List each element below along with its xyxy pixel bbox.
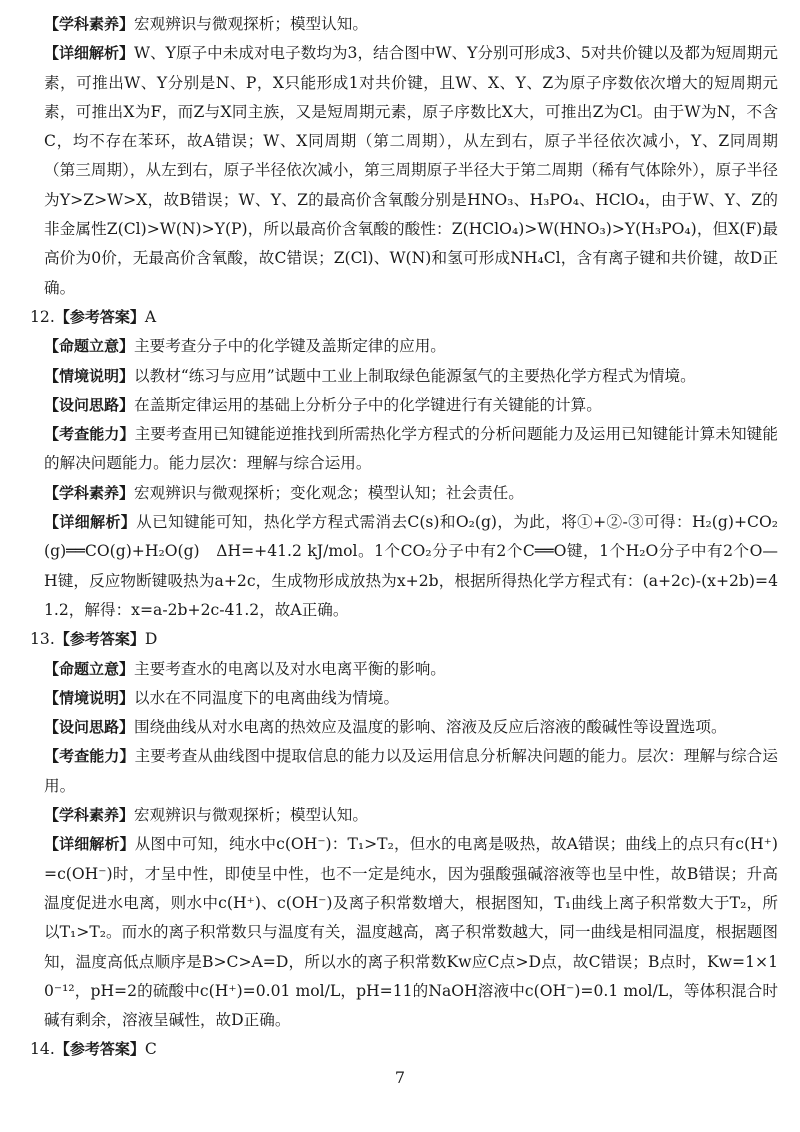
q12-intent xyxy=(30,332,778,361)
section-text: 主要考查水的电离以及对水电离平衡的影响。 xyxy=(134,659,446,678)
q13-context xyxy=(30,684,778,713)
section-text: 宏观辨识与微观探析；模型认知。 xyxy=(134,15,368,33)
q13-analysis xyxy=(30,830,778,1035)
q13-intent xyxy=(30,655,778,684)
q12-approach xyxy=(30,391,778,420)
answer-page xyxy=(30,10,778,1065)
section-label: 【详细解析】 xyxy=(44,44,135,63)
section-text: 在盖斯定律运用的基础上分析分子中的化学键进行有关键能的计算。 xyxy=(134,395,602,414)
q11-analysis xyxy=(30,39,778,303)
question-number: 12. xyxy=(30,307,55,326)
section-label: 【考查能力】 xyxy=(44,425,135,444)
page-number: 7 xyxy=(394,1068,406,1087)
section-text: 主要考查分子中的化学键及盖斯定律的应用。 xyxy=(134,337,446,356)
answer-value: A xyxy=(144,307,157,326)
q12-literacy xyxy=(30,479,778,508)
answer-value: D xyxy=(144,630,158,649)
q13-answer xyxy=(30,625,778,654)
section-label: 【详细解析】 xyxy=(44,513,137,532)
section-text: 宏观辨识与微观探析；变化观念；模型认知；社会责任。 xyxy=(134,483,524,502)
answer-value: C xyxy=(144,1040,157,1059)
answer-label: 【参考答案】 xyxy=(54,630,145,649)
q13-ability xyxy=(30,742,778,801)
section-label: 【详细解析】 xyxy=(44,835,135,854)
q13-literacy xyxy=(30,801,778,830)
section-label: 【情境说明】 xyxy=(44,688,135,707)
section-text: W、Y原子中未成对电子数均为3，结合图中W、Y分别可形成3、5对共价键以及都为短周期元素，可推出W、Y分别是N、P，X只能形成1对共价键，且W、X、Y、Z为原子序数依次增大的短周期元素，可推出X为F，而Z与X同主族，又是短周期元素，原子序数比X大，可推出Z为Cl。由于W为N，不含C，均不存在苯环，故A错误；W、X同周期（第二周期），从左到右，原子半径依次减小，Y、Z同周期（第三周期），从左到右，原子半径依次减小，第三周期原子半径大于第二周期（稀有气体除外），原子半径为Y>Z>W>X，故B错误；W、Y、Z的最高价含氧酸分别是HNO₃、H₃PO₄、HClO₄，由于W、Y、Z的非金属性Z(Cl)>W(N)>Y(P)，所以最高价含氧酸的酸性：Z(HClO₄)>W(HNO₃)>Y(H₃PO₄)，但X(F)最高价为0价，无最高价含氧酸，故C错误；Z(Cl)、W(N)和氢可形成NH₄Cl，含有离子键和共价键，故D正确。 xyxy=(44,44,778,297)
section-label: 【设问思路】 xyxy=(44,395,135,414)
section-label: 【考查能力】 xyxy=(44,747,135,766)
section-text: 主要考查用已知键能逆推找到所需热化学方程式的分析问题能力及运用已知键能计算未知键能的解决问题能力。能力层次：理解与综合运用。 xyxy=(44,425,778,473)
section-label: 【学科素养】 xyxy=(44,806,135,825)
answer-label: 【参考答案】 xyxy=(54,307,145,326)
section-text: 宏观辨识与微观探析；模型认知。 xyxy=(134,806,368,825)
q12-context xyxy=(30,362,778,391)
section-label: 【命题立意】 xyxy=(44,337,135,356)
section-label: 【设问思路】 xyxy=(44,718,135,737)
section-label: 【情境说明】 xyxy=(44,366,135,385)
q13-approach xyxy=(30,713,778,742)
section-label: 【学科素养】 xyxy=(44,483,135,502)
section-text: 从已知键能可知，热化学方程式需消去C(s)和O₂(g)，为此，将①+②-③可得：H₂(g)+CO₂(g)══CO(g)+H₂O(g) ΔH=+41.2 kJ/mol。1个CO₂分子中有2个C══O键，1个H₂O分子中有2个O—H键，反应物断键吸热为a+2c，生成物形成放热为x+2b，根据所得热化学方程式有：(a+2c)-(x+2b)=41.2，解得：x=a-2b+2c-41.2，故A正确。 xyxy=(44,513,778,619)
section-text: 围绕曲线从对水电离的热效应及温度的影响、溶液及反应后溶液的酸碱性等设置选项。 xyxy=(134,718,727,737)
answer-label: 【参考答案】 xyxy=(54,1040,145,1059)
section-text: 以教材“练习与应用”试题中工业上制取绿色能源氢气的主要热化学方程式为情境。 xyxy=(134,366,696,385)
section-label: 【学科素养】 xyxy=(44,15,135,33)
q12-analysis xyxy=(30,508,778,625)
q14-answer xyxy=(30,1035,778,1064)
question-number: 14. xyxy=(30,1040,55,1059)
q11-literacy xyxy=(30,10,778,39)
q12-ability xyxy=(30,420,778,479)
section-text: 主要考查从曲线图中提取信息的能力以及运用信息分析解决问题的能力。层次：理解与综合运用。 xyxy=(44,747,778,795)
section-text: 从图中可知，纯水中c(OH⁻)：T₁>T₂，但水的电离是吸热，故A错误；曲线上的点只有c(H⁺)=c(OH⁻)时，才呈中性，即使呈中性，也不一定是纯水，因为强酸强碱溶液等也呈中性，故B错误；升高温度促进水电离，则水中c(H⁺)、c(OH⁻)及离子积常数增大，根据图知，T₁曲线上离子积常数大于T₂，所以T₁>T₂。而水的离子积常数只与温度有关，温度越高，离子积常数越大，同一曲线是相同温度，根据题图知，温度高低点顺序是B>C>A=D，所以水的离子积常数Kw应C点>D点，故C错误；B点时，Kw=1×10⁻¹²，pH=2的硫酸中c(H⁺)=0.01 mol/L，pH=11的NaOH溶液中c(OH⁻)=0.1 mol/L，等体积混合时碱有剩余，溶液呈碱性，故D正确。 xyxy=(44,835,778,1030)
q12-answer xyxy=(30,303,778,332)
section-text: 以水在不同温度下的电离曲线为情境。 xyxy=(134,688,400,707)
section-label: 【命题立意】 xyxy=(44,659,135,678)
question-number: 13. xyxy=(30,630,55,649)
